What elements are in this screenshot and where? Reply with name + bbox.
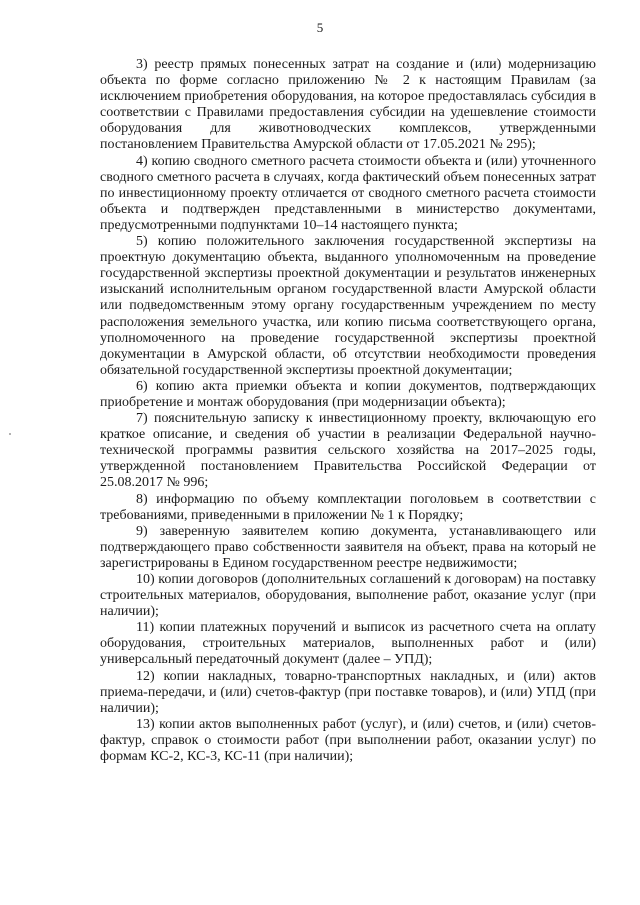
document-body [100, 57, 596, 765]
paragraph-item-9: 9) заверенную заявителем копию документа, устанавливающего или подтверждающего право собственности заявителя на объект, права на который не зарегистрированы в Едином государственном реестре недвижимости; [100, 523, 596, 571]
paragraph-item-13: 13) копии актов выполненных работ (услуг), и (или) счетов, и (или) счетов-фактур, справок о стоимости работ (при выполнении работ, оказании услуг) по формам КС-2, КС-3, КС-11 (при наличии); [100, 716, 596, 765]
paragraph-item-3: 3) реестр прямых понесенных затрат на создание и (или) модернизацию объекта по форме согласно приложению № 2 к настоящим Правилам (за исключением приобретения оборудования, на которое предоставлялась субсидия в соответствии с Правилами предоставления субсидии на удешевление стоимости оборудования для животноводческих комплексов, утвержденными постановлением Правительства Амурской области от 17.05.2021 № 295); [100, 57, 596, 153]
paragraph-item-8: 8) информацию по объему комплектации поголовьем в соответствии с требованиями, приведенными в приложении № 1 к Порядку; [100, 491, 596, 523]
paragraph-item-6: 6) копию акта приемки объекта и копии документов, подтверждающих приобретение и монтаж оборудования (при модернизации объекта); [100, 378, 596, 410]
margin-dot [9, 433, 11, 435]
paragraph-item-4: 4) копию сводного сметного расчета стоимости объекта и (или) уточненного сводного сметного расчета в случаях, когда фактический объем понесенных затрат по инвестиционному проекту отличается от сводного сметного расчета стоимости объекта и подтвержден представленными в министерство документами, предусмотренными подпунктами 10–14 настоящего пункта; [100, 153, 596, 233]
paragraph-item-10: 10) копии договоров (дополнительных соглашений к договорам) на поставку строительных материалов, оборудования, выполнение работ, оказание услуг (при наличии); [100, 572, 596, 620]
paragraph-item-5: 5) копию положительного заключения государственной экспертизы на проектную документацию объекта, выданного уполномоченным на проведение государственной экспертизы проектной документации и результатов инженерных изысканий исполнительным органом государственной власти Амурской области или подведомственным этому органу государственным учреждением по месту расположения земельного участка, или копию письма соответствующего органа, уполномоченного на проведение государственной экспертизы проектной документации в Амурской области, об отсутствии необходимости проведения обязательной государственной экспертизы проектной документации; [100, 234, 596, 378]
paragraph-item-12: 12) копии накладных, товарно-транспортных накладных, и (или) актов приема-передачи, и (или) счетов-фактур (при поставке товаров), и (или) УПД (при наличии); [100, 668, 596, 716]
paragraph-item-11: 11) копии платежных поручений и выписок из расчетного счета на оплату оборудования, строительных материалов, выполненных работ и (или) универсальный передаточный документ (далее – УПД); [100, 620, 596, 668]
page-number: 5 [316, 20, 324, 35]
paragraph-item-7: 7) пояснительную записку к инвестиционному проекту, включающую его краткое описание, и сведения об участии в реализации Федеральной научно-технической программы развития сельского хозяйства на 2017–2025 годы, утвержденной постановлением Правительства Российской Федерации от 25.08.2017 № 996; [100, 411, 596, 491]
